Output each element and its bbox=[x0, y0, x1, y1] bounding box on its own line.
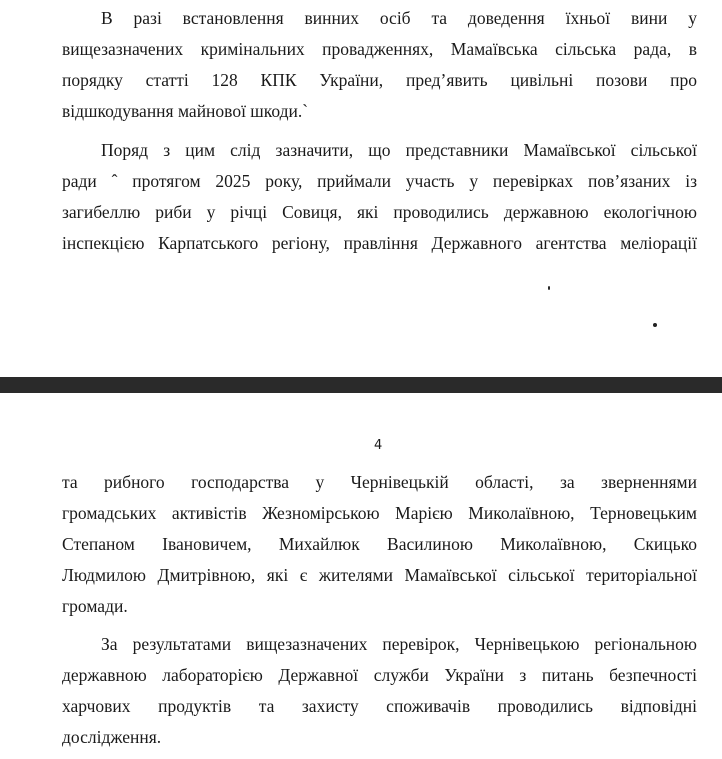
paragraph-3-line-2: громадських активістів Жезномірською Марією Миколаївною, Терновецьким bbox=[62, 503, 697, 523]
document-page-top bbox=[0, 0, 722, 377]
paragraph-3-line-5: громади. bbox=[62, 596, 128, 616]
paragraph-4-line-4: дослідження. bbox=[62, 727, 162, 747]
scan-speck bbox=[548, 286, 550, 290]
paragraph-2-line-4: інспекцією Карпатського регіону, правління Державного агентства меліорації bbox=[62, 233, 697, 253]
paragraph-3-line-1: та рибного господарства у Чернівецькій області, за зверненнями bbox=[62, 472, 697, 492]
paragraph-1-line-4: відшкодування майнової шкоди.` bbox=[62, 101, 309, 121]
paragraph-4-line-1: За результатами вищезазначених перевірок, Чернівецькою регіональною bbox=[101, 634, 697, 654]
paragraph-1-line-1: В разі встановлення винних осіб та доведення їхньої вини у bbox=[101, 8, 697, 28]
page-separator bbox=[0, 377, 722, 393]
paragraph-2-line-1: Поряд з цим слід зазначити, що представники Мамаївської сільської bbox=[101, 140, 697, 160]
scan-speck bbox=[653, 323, 657, 327]
paragraph-2-line-2: ради ˆ протягом 2025 року, приймали участь у перевірках пов’язаних із bbox=[62, 171, 697, 191]
page-number: 4 bbox=[374, 438, 383, 453]
paragraph-3-line-4: Людмилою Дмитрівною, які є жителями Мамаївської сільської територіальної bbox=[62, 565, 697, 585]
paragraph-4-line-2: державною лабораторією Державної служби України з питань безпечності bbox=[62, 665, 697, 685]
paragraph-1-line-3: порядку статті 128 КПК України, пред’явить цивільні позови про bbox=[62, 70, 697, 90]
paragraph-3-line-3: Степаном Івановичем, Михайлюк Василиною Миколаївною, Скицько bbox=[62, 534, 697, 554]
paragraph-4-line-3: харчових продуктів та захисту споживачів проводились відповідні bbox=[62, 696, 697, 716]
paragraph-1-line-2: вищезазначених кримінальних провадженнях, Мамаївська сільська рада, в bbox=[62, 39, 697, 59]
paragraph-2-line-3: загибеллю риби у річці Совиця, які проводились державною екологічною bbox=[62, 202, 697, 222]
